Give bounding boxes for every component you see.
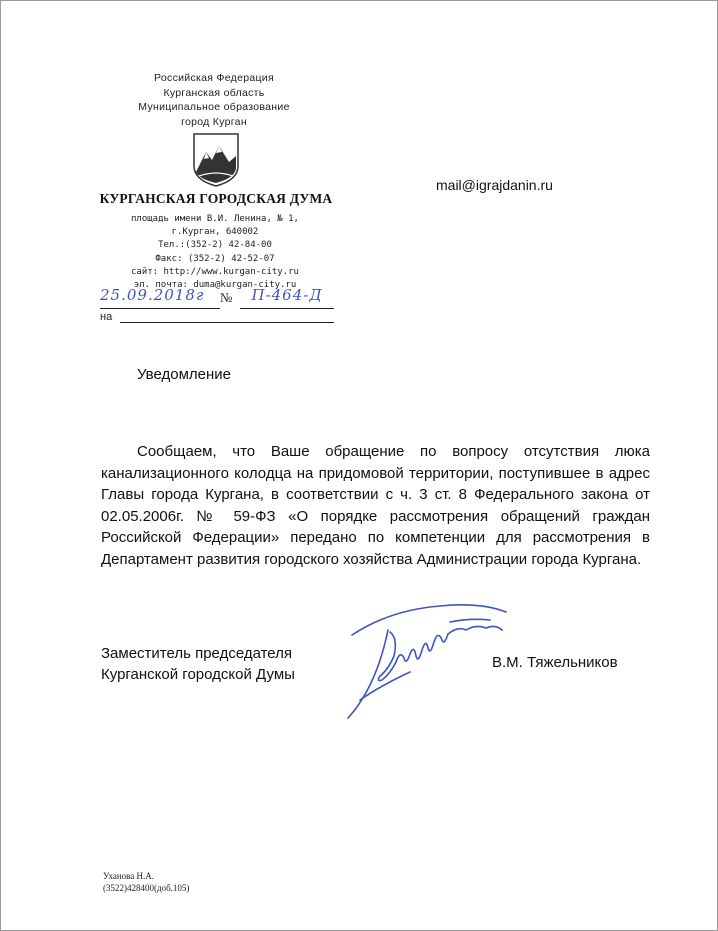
city-coat-of-arms-icon [191,132,241,188]
signatory-position [101,643,295,685]
executor-phone: (3522)428400(доб.105) [103,883,190,893]
signatory-position-line: Курганской городской Думы [101,666,295,683]
registration-date: 25.09.2018г [100,286,220,309]
organization-address [112,213,318,292]
address-line: площадь имени В.И. Ленина, № 1, [131,214,299,224]
executor-name: Уханова Н.А. [103,871,155,881]
recipient-email: mail@igrajdanin.ru [436,177,553,193]
signatory-name: В.М. Тяжельников [492,654,618,671]
letter-body: Сообщаем, что Ваше обращение по вопросу отсутствия люка канализационного колодца на придомовой территории, поступившее в адрес Главы города Кургана, в соответствии с ч. 3 ст. 8 Федерального закона от 02.05.2006г. № 59-ФЗ «О порядке рассмотрения обращений граждан Российской Федерации» передано по компетенции для рассмотрения в Департамент развития городского хозяйства Администрации города Кургана. [101,443,650,568]
reference-line [120,322,334,323]
address-email: эл. почта: duma@kurgan-city.ru [133,280,297,291]
registration-number: П-464-Д [240,286,334,309]
registration-number-symbol: № [220,290,233,305]
signatory-position-line: Заместитель председателя [101,645,293,662]
document-title: Уведомление [137,366,232,383]
reference-label: на [100,311,113,323]
address-website: сайт: http://www.kurgan-city.ru [131,266,299,277]
letterhead-jurisdiction [112,71,316,129]
address-fax: Факс: (352-2) 42-52-07 [155,253,275,264]
letterhead-line: Муниципальное образование [138,101,290,114]
address-phone: Тел.:(352-2) 42-84-00 [158,240,272,251]
letterhead-line: город Курган [181,115,247,128]
address-line: г.Курган, 640002 [171,227,259,238]
organization-name: КУРГАНСКАЯ ГОРОДСКАЯ ДУМА [99,191,333,206]
executor-info [103,870,189,894]
letterhead-line: Российская Федерация [154,72,274,84]
letterhead-line: Курганская область [163,86,265,99]
